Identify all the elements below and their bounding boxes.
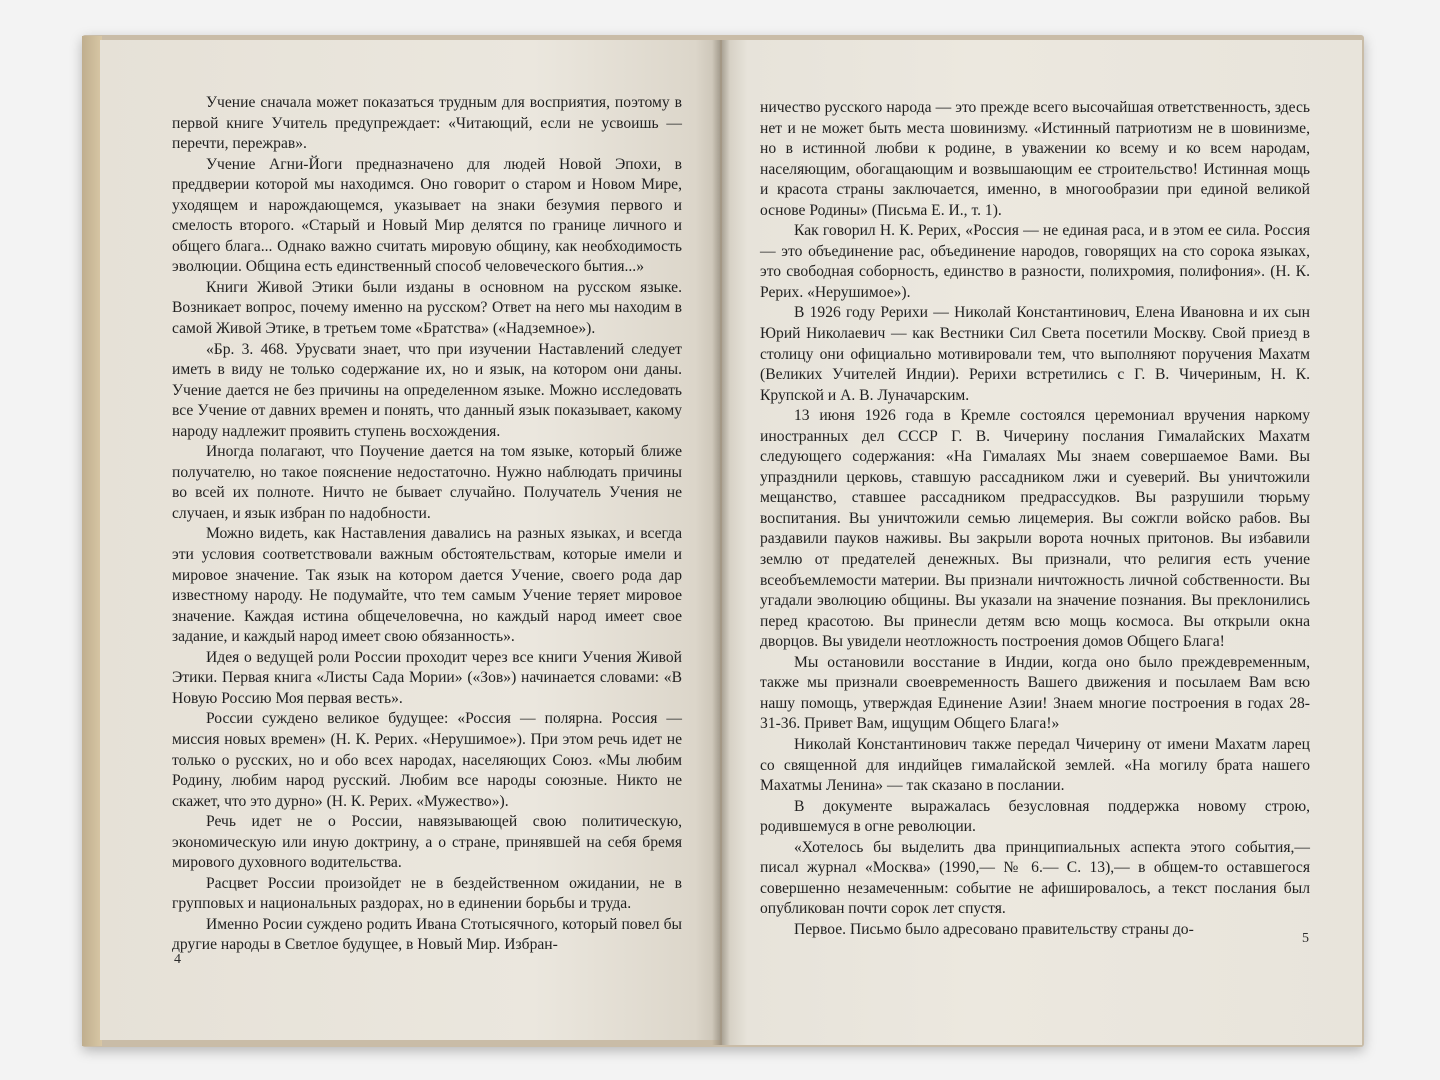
- paragraph: Первое. Письмо было адресовано правительству страны до-: [794, 920, 1194, 938]
- paragraph: Можно видеть, как Наставления давались на разных языках, и всегда эти условия соответствовали важным обстоятельствам, которые имели и мировое значение. Так язык на котором дается Учение, своего рода дар известному народу. Не подумайте, что тем самым Учение теряет мировое значение. Каждая истина общечеловечна, но каждый народ имеет свое задание, и каждый народ имеет свою обязанность».: [172, 525, 682, 646]
- paragraph: Учение Агни-Йоги предназначено для людей Новой Эпохи, в преддверии которой мы находимся. Оно говорит о старом и Новом Мире, уходящем и нарождающемся, указывает на знаки безумия первого и смелость второго. «Старый и Новый Мир делятся по границе личного и общего блага... Однако важно считать мировую общину, как необходимость эволюции. Община есть единственный способ человеческого бытия...»: [172, 155, 682, 276]
- paragraph: Расцвет России произойдет не в бездейственном ожидании, не в групповых и национальных раздорах, но в единении борьбы и труда.: [172, 874, 682, 913]
- book-gutter: [712, 40, 730, 1045]
- paragraph: ничество русского народа — это прежде всего высочайшая ответственность, здесь нет и не может быть места шовинизму. «Истинный патриотизм не в шовинизме, но в истинной любви к родине, в уважении ко всему и ко всем народам, населяющим, обогащающим и возвышающим ее строительство! Истинная мощь и красота страны заключается, именно, в многообразии при единой великой основе Родины» (Письма Е. И., т. 1).: [760, 99, 1310, 219]
- paragraph: Речь идет не о России, навязывающей свою политическую, экономическую или иную доктрину, а о стране, принявшей на себя бремя мирового духовного водительства.: [172, 813, 682, 872]
- left-page-text: [172, 93, 682, 956]
- paragraph: Именно Росии суждено родить Ивана Стотысячного, который повел бы другие народы в Светлое будущее, в Новый Мир. Избран-: [172, 915, 682, 954]
- paragraph: «Бр. 3. 468. Урусвати знает, что при изучении Наставлений следует иметь в виду не только содержание их, но и язык, на котором они даны. Учение дается не без причины на определенном языке. Можно исследовать все Учение от давних времен и понять, что данный язык показывает, какому народу надлежит проявить ступень восхождения.: [172, 340, 682, 440]
- paragraph: В 1926 году Рерихи — Николай Константинович, Елена Ивановна и их сын Юрий Николаевич — как Вестники Сил Света посетили Москву. Свой приезд в столицу они официально мотивировали тем, что выполняют поручения Махатм (Великих Учителей Индии). Рерихи встретились с Г. В. Чичериным, Н. К. Крупской и А. В. Луначарским.: [760, 304, 1310, 404]
- paragraph: Николай Константинович также передал Чичерину от имени Махатм ларец со священной для индийцев гималайской землей. «На могилу брата нашего Махатмы Ленина» — так сказано в послании.: [760, 735, 1310, 795]
- paragraph: Учение сначала может показаться трудным для восприятия, поэтому в первой книге Учитель предупреждает: «Читающий, если не усвоишь — перечти, пережрав».: [172, 94, 682, 153]
- paragraph: России суждено великое будущее: «Россия — полярна. Россия — миссия новых времен» (Н. К. Рерих. «Нерушимое»). При этом речь идет не только о русских, но и обо всех народах, населяющих Союз. «Мы любим Родину, любим народ русский. Любим все народы союзные. Никто не скажет, что это дурно» (Н. К. Рерих. «Мужество»).: [172, 710, 682, 810]
- page-number: 5: [1302, 931, 1309, 946]
- book-edge: [82, 36, 102, 1046]
- paragraph: Как говорил Н. К. Рерих, «Россия — не единая раса, и в этом ее сила. Россия — это объединение рас, объединение народов, говорящих на сто сорока языках, это свободная соборность, единство в разности, полихромия, полифония». (Н. К. Рерих. «Нерушимое»).: [760, 222, 1310, 301]
- paragraph: «Хотелось бы выделить два принципиальных аспекта этого события,— писал журнал «Москва» (1990,— № 6.— С. 13),— в общем-то оставшегося совершенно незамеченным: событие не афишировалось, а текст послания был опубликован почти сорок лет спустя.: [760, 838, 1310, 918]
- page-number: 4: [174, 952, 181, 967]
- paragraph: Книги Живой Этики были изданы в основном на русском языке. Возникает вопрос, почему именно на русском? Ответ на него мы находим в самой Живой Этике, в третьем томе «Братства» («Надземное»).: [172, 278, 682, 338]
- paragraph: Иногда полагают, что Поучение дается на том языке, который ближе получателю, но такое пояснение недостаточно. Нужно наблюдать причины во всей их полноте. Ничто не бывает случайно. Получатель Учения не случаен, и язык избран по надобности.: [172, 443, 682, 522]
- paragraph: Мы остановили восстание в Индии, когда оно было преждевременным, также мы признали своевременность Вашего движения и посылаем Вам всю нашу помощь, утверждая Единение Азии! Знаем многие построения в годах 28-31-36. Привет Вам, ищущим Общего Блага!»: [760, 653, 1310, 733]
- paragraph: В документе выражалась безусловная поддержка новому строю, родившемуся в огне революции.: [760, 797, 1310, 836]
- paragraph: 13 июня 1926 года в Кремле состоялся церемониал вручения наркому иностранных дел СССР Г. В. Чичерину послания Гималайских Махатм следующего содержания: «На Гималаях Мы знаем совершаемое Вами. Вы упразднили церковь, ставшую рассадником лжи и суеверий. Вы уничтожили мещанство, ставшее рассадником предрассудков. Вы разрушили тюрьму воспитания. Вы уничтожили семью лицемерия. Вы сожгли войско рабов. Вы раздавили пауков наживы. Вы закрыли ворота ночных притонов. Вы избавили землю от предателей денежных. Вы признали, что религия есть учение всеобъемлемости материи. Вы признали ничтожность личной собственности. Вы угадали эволюцию общины. Вы указали на значение познания. Вы преклонились перед красотою. Вы принесли детям всю мощь космоса. Вы открыли окна дворцов. Вы увидели неотложность построения домов Общего Блага!: [760, 407, 1310, 651]
- right-page-text: [760, 98, 1310, 940]
- paragraph: Идея о ведущей роли России проходит через все книги Учения Живой Этики. Первая книга «Листы Сада Мории» («Зов») начинается словами: «В Новую Россию Моя первая весть».: [172, 648, 682, 707]
